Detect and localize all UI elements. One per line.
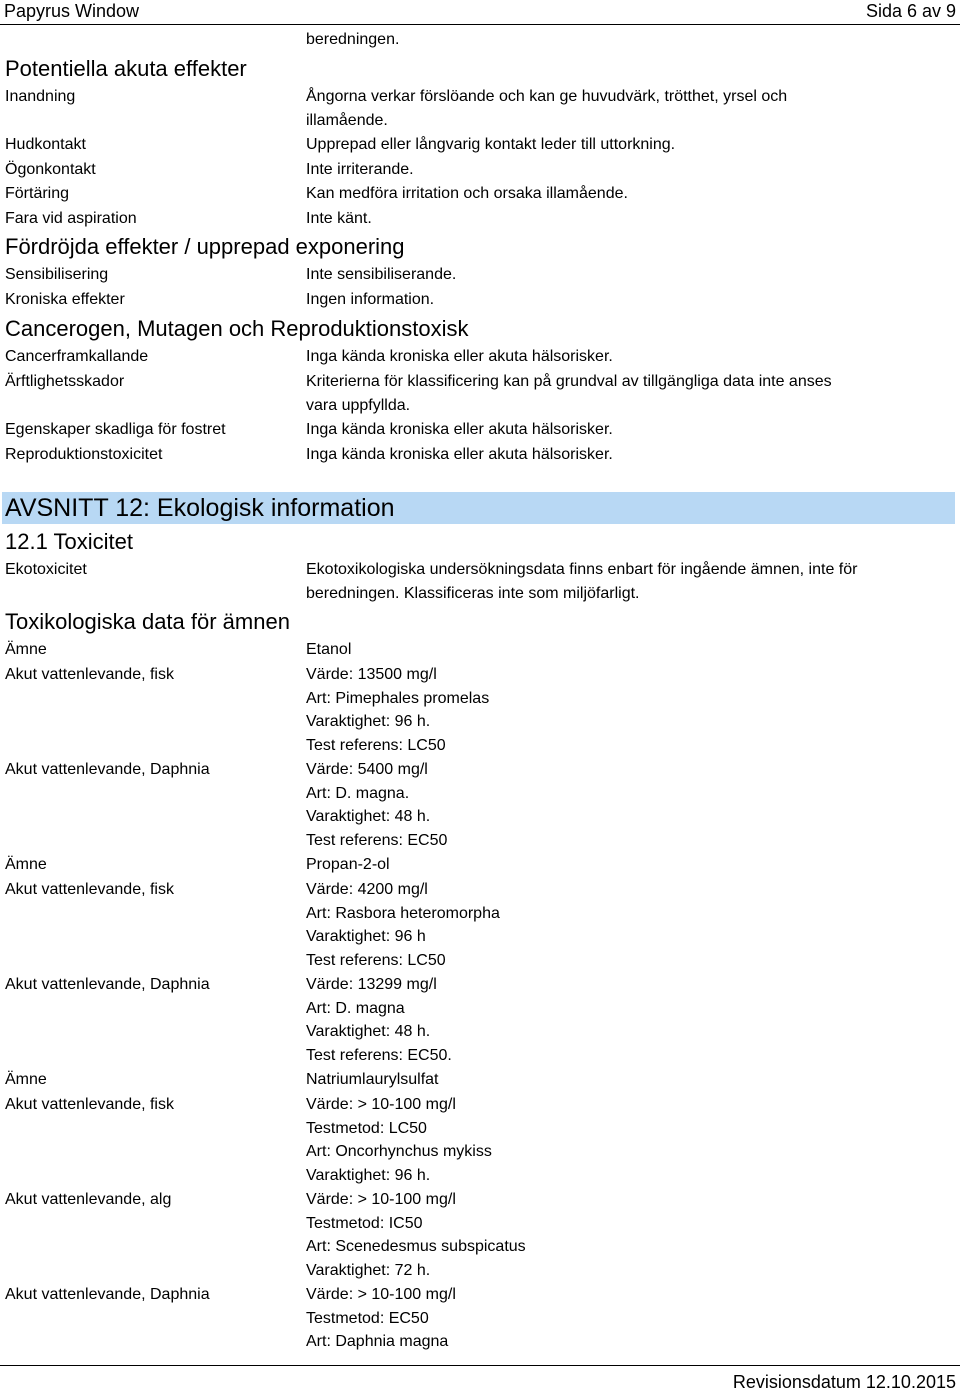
row-label: Reproduktionstoxicitet — [5, 446, 163, 463]
test-values: Värde: > 10-100 mg/l Testmetod: EC50 Art: Daphnia magna — [306, 1286, 456, 1350]
substance-name: Propan-2-ol — [306, 856, 390, 873]
continuation-text: beredningen. — [306, 31, 400, 48]
delayed-effects-title: Fördröjda effekter / upprepad exponering — [5, 234, 405, 259]
test-label: Akut vattenlevande, Daphnia — [5, 761, 210, 778]
test-label: Akut vattenlevande, alg — [5, 1191, 172, 1208]
cmr-title: Cancerogen, Mutagen och Reproduktionstoxisk — [5, 316, 469, 341]
app-title: Papyrus Window — [4, 1, 140, 21]
substance-name: Natriumlaurylsulfat — [306, 1071, 439, 1088]
toxdata-title: Toxikologiska data för ämnen — [5, 609, 290, 634]
test-label: Akut vattenlevande, fisk — [5, 1096, 174, 1113]
row-label: Egenskaper skadliga för fostret — [5, 421, 226, 438]
row-label: Ekotoxicitet — [5, 561, 87, 578]
row-label: Kroniska effekter — [5, 291, 125, 308]
row-label: Ärftlighetsskador — [5, 373, 125, 390]
row-value: Ekotoxikologiska undersökningsdata finns enbart för ingående ämnen, inte för beredningen. Klassificeras inte som miljöfarligt. — [306, 561, 858, 602]
test-values: Värde: 4200 mg/l Art: Rasbora heteromorpha Varaktighet: 96 h Test referens: LC50 — [306, 881, 500, 969]
row-value: Kriterierna för klassificering kan på grundval av tillgängliga data inte anses vara uppfyllda. — [306, 373, 832, 414]
subsection-title: 12.1 Toxicitet — [5, 529, 134, 554]
revision-date: Revisionsdatum 12.10.2015 — [732, 1372, 956, 1392]
test-values: Värde: 13299 mg/l Art: D. magna Varaktighet: 48 h. Test referens: EC50. — [306, 976, 452, 1064]
row-value: Ingen information. — [306, 291, 435, 308]
header-divider — [0, 24, 960, 25]
substance-label: Ämne — [5, 1071, 47, 1088]
substance-label: Ämne — [5, 641, 47, 658]
test-label: Akut vattenlevande, Daphnia — [5, 976, 210, 993]
section-title: AVSNITT 12: Ekologisk information — [5, 494, 395, 522]
acute-effects-title: Potentiella akuta effekter — [5, 56, 247, 81]
test-values: Värde: > 10-100 mg/l Testmetod: LC50 Art: Oncorhynchus mykiss Varaktighet: 96 h. — [306, 1096, 492, 1184]
row-value: Inga kända kroniska eller akuta hälsorisker. — [306, 421, 613, 438]
test-label: Akut vattenlevande, fisk — [5, 666, 174, 683]
row-value: Inte sensibiliserande. — [306, 266, 457, 283]
test-label: Akut vattenlevande, fisk — [5, 881, 174, 898]
row-value: Inga kända kroniska eller akuta hälsorisker. — [306, 348, 613, 365]
footer-divider — [0, 1365, 960, 1366]
row-label: Hudkontakt — [5, 136, 86, 153]
test-values: Värde: 5400 mg/l Art: D. magna. Varaktighet: 48 h. Test referens: EC50 — [306, 761, 448, 849]
substance-name: Etanol — [306, 641, 352, 658]
row-label: Sensibilisering — [5, 266, 109, 283]
row-label: Fara vid aspiration — [5, 210, 137, 227]
test-values: Värde: 13500 mg/l Art: Pimephales promelas Varaktighet: 96 h. Test referens: LC50 — [306, 666, 490, 754]
row-value: Inte irriterande. — [306, 161, 414, 178]
row-value: Kan medföra irritation och orsaka illamående. — [306, 185, 628, 202]
row-value: Inga kända kroniska eller akuta hälsorisker. — [306, 446, 613, 463]
row-value: Ångorna verkar förslöande och kan ge huvudvärk, trötthet, yrsel och illamående. — [306, 88, 788, 129]
row-value: Upprepad eller långvarig kontakt leder till uttorkning. — [306, 136, 676, 153]
test-label: Akut vattenlevande, Daphnia — [5, 1286, 210, 1303]
substance-label: Ämne — [5, 856, 47, 873]
row-label: Förtäring — [5, 185, 70, 202]
row-label: Inandning — [5, 88, 76, 105]
test-values: Värde: > 10-100 mg/l Testmetod: IC50 Art: Scenedesmus subspicatus Varaktighet: 72 h. — [306, 1191, 526, 1279]
page-number: Sida 6 av 9 — [865, 1, 956, 21]
row-label: Cancerframkallande — [5, 348, 149, 365]
row-label: Ögonkontakt — [5, 161, 96, 178]
row-value: Inte känt. — [306, 210, 372, 227]
